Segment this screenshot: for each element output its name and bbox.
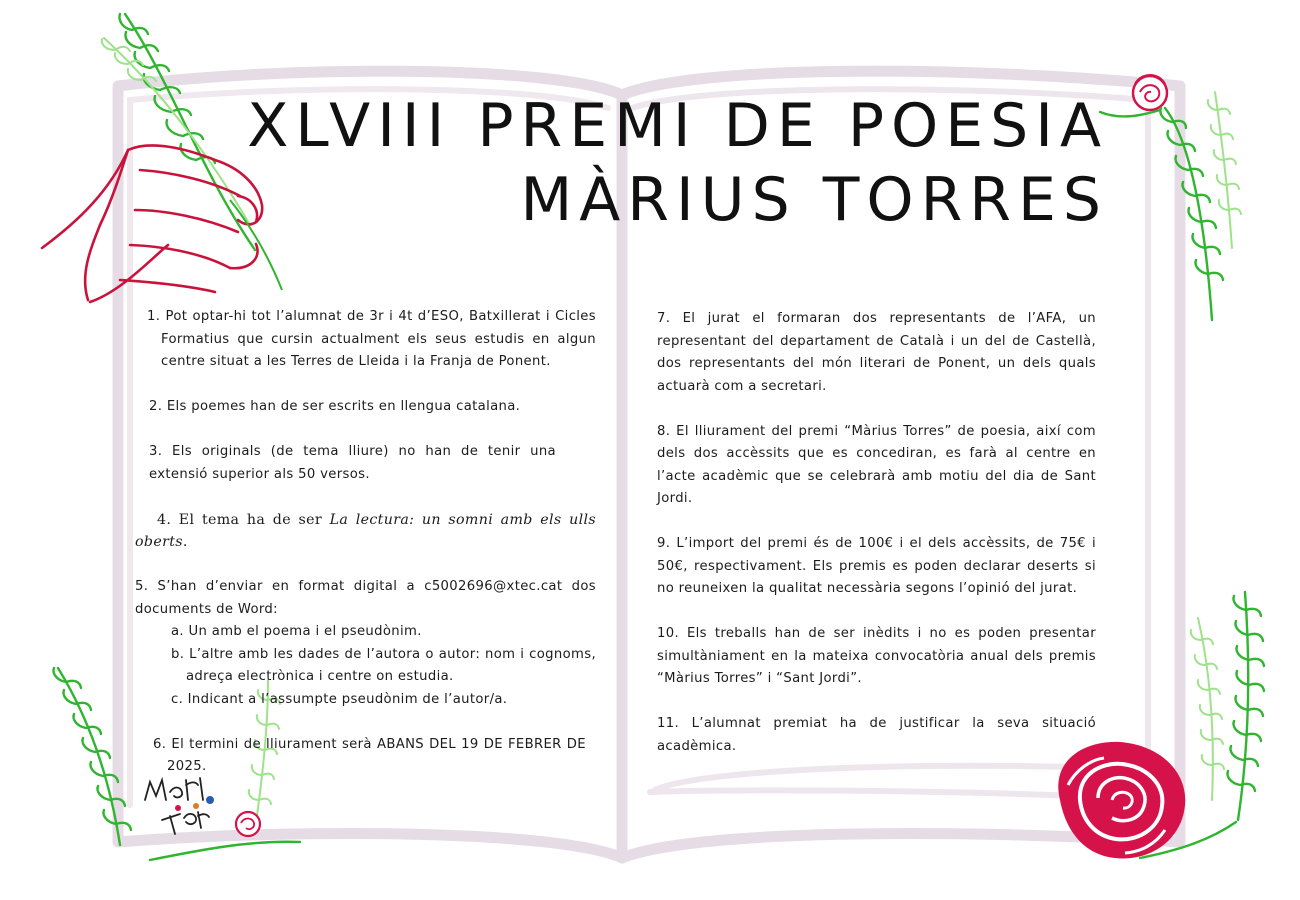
- rule-5-text: 5. S’han d’enviar en format digital a c5002696@xtec.cat dos documents de Word:: [135, 579, 596, 617]
- rule-5: [135, 576, 596, 711]
- rule-4-suffix: .: [182, 534, 188, 550]
- rule-9: 9. L’import del premi és de 100€ i el dels accèssits, de 75€ i 50€, respectivament. Els premis es poden declarar deserts si no reuneixen la qualitat necessària segons l’opinió del jurat.: [657, 536, 1096, 596]
- rule-6: 6. El termini de lliurament serà ABANS DEL 19 DE FEBRER DE 2025.: [153, 736, 586, 774]
- rule-2: 2. Els poemes han de ser escrits en llengua catalana.: [149, 399, 521, 414]
- poster-title-line1: XLVIII PREMI DE POESIA: [247, 91, 1108, 161]
- rule-11: 11. L’alumnat premiat ha de justificar la seva situació acadèmica.: [657, 716, 1096, 754]
- hand-illustration: [42, 145, 262, 302]
- rule-5b: b. L’altre amb les dades de l’autora o autor: nom i cognoms, adreça electrònica i centre on estudia.: [171, 646, 596, 684]
- rule-4-theme: La lectura: un somni amb els ulls oberts: [135, 511, 596, 550]
- rule-4-prefix: 4. El tema ha de ser: [157, 511, 330, 528]
- rules-right-column: [657, 308, 1096, 758]
- rule-7: 7. El jurat el formaran dos representants de l’AFA, un representant del departament de Català i un del de Castellà, dos representants del món literari de Ponent, un dels quals actuarà com a secretari.: [657, 311, 1096, 394]
- rule-1: 1. Pot optar-hi tot l’alumnat de 3r i 4t d’ESO, Batxillerat i Cicles Formatius que cursin actualment els seus estudis en algun centre situat a les Terres de Lleida i la Franja de Ponent.: [147, 309, 596, 369]
- rule-5c: c. Indicant a l’assumpte pseudònim de l’autor/a.: [171, 691, 508, 707]
- rule-4: [135, 509, 596, 554]
- marius-torres-logo: [145, 778, 214, 834]
- rule-3: 3. Els originals (de tema lliure) no han de tenir una extensió superior als 50 versos.: [149, 444, 556, 482]
- rule-8: 8. El lliurament del premi “Màrius Torres” de poesia, així com dels dos accèssits que es concediran, es farà al centre en l’acte acadèmic que se celebrarà amb motiu del dia de Sant Jordi.: [657, 423, 1096, 506]
- fern-top-right-icon: [1100, 108, 1223, 320]
- rules-left-column: [135, 306, 596, 779]
- rule-10: 10. Els treballs han de ser inèdits i no es poden presentar simultàniament en la mateixa convocatòria anual dels premis “Màrius Torres” i “Sant Jordi”.: [657, 626, 1096, 686]
- rose-small-top-right-icon: [1133, 75, 1167, 110]
- rule-5-sublist: [135, 621, 596, 711]
- poster-title-line2: MÀRIUS TORRES: [520, 165, 1108, 235]
- rose-small-bottom-left-icon: [236, 812, 260, 836]
- rule-5a: a. Un amb el poema i el pseudònim.: [171, 624, 422, 639]
